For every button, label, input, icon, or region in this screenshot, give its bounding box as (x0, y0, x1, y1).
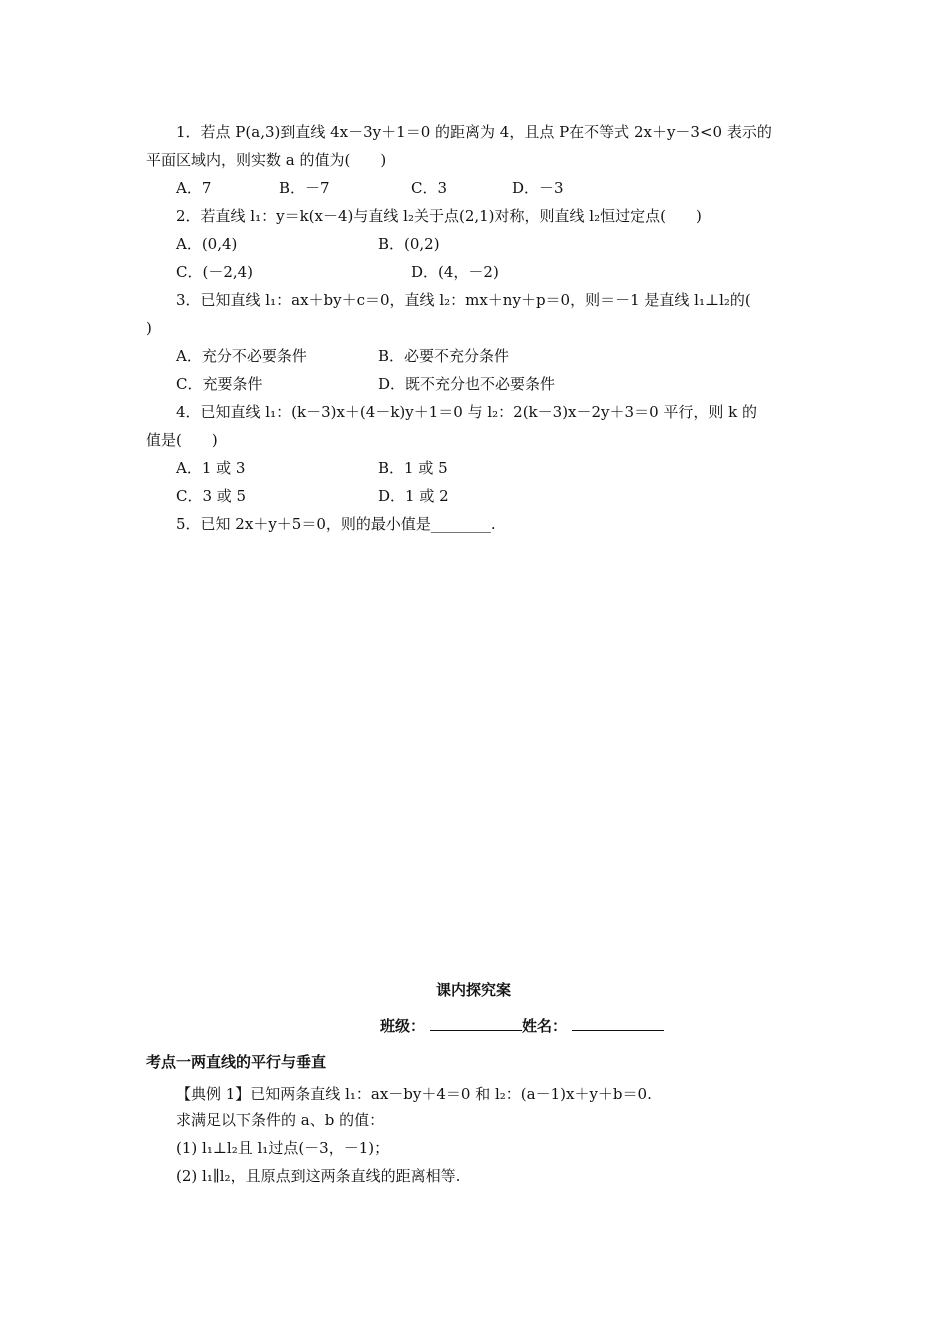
question-1-line-1: 1．若点 P(a,3)到直线 4x－3y＋1＝0 的距离为 4，且点 P在不等式 2x＋y－3<0 表示的 (176, 123, 772, 141)
question-4-line-1: 4．已知直线 l₁：(k－3)x＋(4－k)y＋1＝0 与 l₂：2(k－3)x－2y＋3＝0 平行，则 k 的 (176, 403, 758, 421)
section-title: 课内探究案 (436, 981, 512, 999)
question-3-line-2: ) (146, 319, 152, 337)
question-1-line-2: 平面区域内，则实数 a 的值为( ) (146, 151, 387, 169)
question-1-option-b: B．－7 (279, 179, 330, 197)
question-3-option-c: C．充要条件 (176, 375, 263, 393)
question-3-option-b: B．必要不充分条件 (378, 347, 510, 365)
question-4-option-a: A．1 或 3 (176, 459, 246, 477)
example-1-part-2: (2) l₁∥l₂，且原点到这两条直线的距离相等. (176, 1167, 461, 1185)
question-2-option-d: D．(4，－2) (411, 263, 499, 281)
question-2-option-b: B．(0,2) (378, 235, 440, 253)
question-3-line-1: 3．已知直线 l₁：ax＋by＋c＝0，直线 l₂：mx＋ny＋p＝0，则＝－1 是直线 l₁⊥l₂的( (176, 291, 751, 309)
class-field[interactable] (430, 1016, 522, 1036)
question-3-option-a: A．充分不必要条件 (176, 347, 307, 365)
name-label: 姓名： (522, 1017, 568, 1035)
example-1-statement: 【典例 1】已知两条直线 l₁：ax－by＋4＝0 和 l₂：(a－1)x＋y＋b＝0. (176, 1085, 652, 1103)
class-label: 班级： (380, 1017, 426, 1035)
name-field[interactable] (572, 1016, 664, 1036)
question-2-option-c: C．(－2,4) (176, 263, 254, 281)
question-4-option-c: C．3 或 5 (176, 487, 247, 505)
topic-heading: 考点一两直线的平行与垂直 (146, 1053, 327, 1071)
question-2-line-1: 2．若直线 l₁：y＝k(x－4)与直线 l₂关于点(2,1)对称，则直线 l₂恒过定点( ) (176, 207, 702, 225)
question-1-option-c: C．3 (411, 179, 448, 197)
question-3-option-d: D．既不充分也不必要条件 (378, 375, 556, 393)
question-1-option-d: D．－3 (512, 179, 564, 197)
example-1-part-1: (1) l₁⊥l₂且 l₁过点(－3，－1)； (176, 1139, 390, 1157)
question-2-option-a: A．(0,4) (176, 235, 238, 253)
question-5-line-1: 5．已知 2x＋y＋5＝0，则的最小值是________. (176, 515, 496, 533)
question-4-line-2: 值是( ) (146, 431, 218, 449)
question-4-option-b: B．1 或 5 (378, 459, 448, 477)
example-1-ask: 求满足以下条件的 a、b 的值： (176, 1111, 385, 1129)
question-4-option-d: D．1 或 2 (378, 487, 449, 505)
question-1-option-a: A．7 (176, 179, 212, 197)
